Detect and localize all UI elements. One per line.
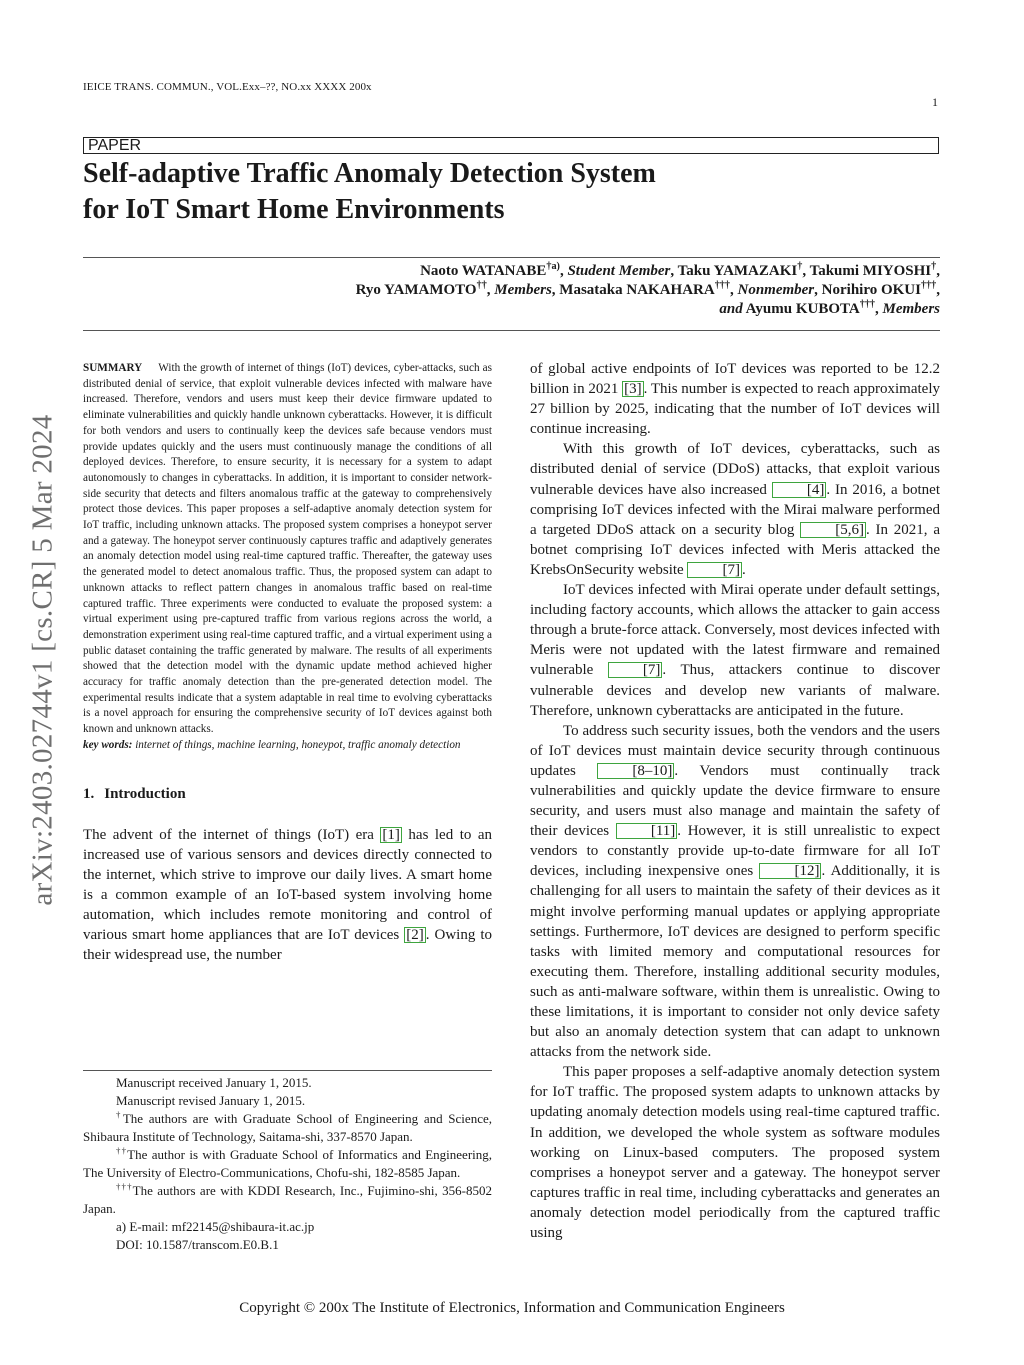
- email-address: mf22145@shibaura-it.ac.jp: [171, 1219, 315, 1234]
- paper-type-box: [83, 137, 939, 154]
- citation-link[interactable]: [3]: [624, 381, 642, 398]
- title-rule: [83, 257, 940, 258]
- footnote-email: a) E-mail: mf22145@shibaura-it.ac.jp: [116, 1219, 315, 1234]
- paper-type-label: PAPER: [88, 137, 142, 154]
- authors-rule: [83, 330, 940, 331]
- keywords: [83, 738, 492, 754]
- citation-link[interactable]: [5,6]: [800, 522, 866, 538]
- intro-paragraph-3: IoT devices infected with Mirai operate under default settings, including factory accounts, which allows the attacker to gain access through a brute-force attack. Conversely, most devices infected with Meris were not updated with the latest firmware and remained vulnerable [7] . Thus, attackers continue to discover vulnerable devices and develop new variants of malware. Therefore, unknown cyberattacks are anticipated in the future.: [530, 582, 940, 719]
- citation-link[interactable]: [12]: [759, 863, 821, 879]
- author-name: Ryo YAMAMOTO: [355, 282, 477, 298]
- author-name: Ayumu KUBOTA: [745, 301, 860, 317]
- citation-link[interactable]: [7]: [608, 662, 663, 678]
- citation-link[interactable]: [7]: [687, 562, 742, 578]
- footnote-rule: [83, 1070, 492, 1071]
- footnote-affiliation-1: †The authors are with Graduate School of Engineering and Science, Shibaura Institute of Technology, Saitama-shi, 337-8570 Japan.: [83, 1109, 492, 1144]
- footnote-affiliation-2: ††The author is with Graduate School of Informatics and Engineering, The University of Electro-Communications, Chofu-shi, 182-8585 Japan.: [83, 1145, 493, 1180]
- intro-paragraph-5: This paper proposes a self-adaptive anomaly detection system for IoT traffic. The proposed system adapts to unknown attacks by updating anomaly detection models using real-time captured traffic. In addition, we developed the whole system as software modules working on Linux-based computers. The proposed system comprises a honeypot server and a gateway. The honeypot server captures traffic in real time, including cyberattacks and generates an anomaly detection model periodically from the captured traffic using: [530, 1064, 940, 1242]
- section-number: 1.: [83, 785, 95, 802]
- right-column: [530, 359, 940, 1243]
- and-word: and: [719, 301, 743, 317]
- section-heading-introduction: [83, 784, 492, 804]
- footnote-revised: Manuscript revised January 1, 2015.: [116, 1093, 306, 1108]
- author-role: Nonmember: [737, 282, 815, 298]
- citation-link[interactable]: [4]: [772, 482, 827, 498]
- intro-paragraph-2: With this growth of IoT devices, cyberattacks, such as distributed denial of service (DDoS) attacks, that exploit various vulnerable devices have also increased [4] . In 2016, a botnet comprising IoT devices infected with the Mirai malware performed a targeted DDoS attack on a security blog [5,6] . In 2021, a botnet comprising IoT devices infected with Meris attacked the KrebsOnSecurity website [7] .: [530, 441, 941, 578]
- author-role: Student Member: [567, 263, 671, 279]
- summary-label: SUMMARY: [83, 362, 143, 374]
- paper-title: [83, 156, 903, 228]
- left-column: [83, 361, 492, 965]
- keywords-label: key words:: [83, 738, 133, 751]
- author-name: Naoto WATANABE: [420, 263, 547, 279]
- author-line-3: and Ayumu KUBOTA†††, Members: [719, 299, 940, 317]
- intro-paragraph-4: To address such security issues, both the vendors and the users of IoT devices must maintain device security through continuous updates [8–10] . Vendors must continually track vulnerabilities and quickly update the device firmware to ensure security, and users must also manage and maintain the safety of their devices [11] . However, it is still unrealistic to expect vendors to constantly provide up-to-date firmware for all IoT devices, including inexpensive ones [12] . Additionally, it is challenging for all users to maintain the safety of their devices as it might involve performing manual updates or applying appropriate settings. Furthermore, IoT devices are designed to perform specific tasks with limited memory and computational resources for executing them. Therefore, installing additional security modules, such as anti-malware software, within them is unrealistic. Owing to these limitations, it is important to consider not only device safety but also an anomaly detection system that can adapt to unknown attacks from the network side.: [530, 722, 941, 1061]
- author-line-2: Ryo YAMAMOTO††, Members, Masataka NAKAHARA†††, Nonmember, Norihiro OKUI†††,: [355, 280, 940, 298]
- title-line-1: Self-adaptive Traffic Anomaly Detection System: [83, 158, 656, 189]
- footnote-received: Manuscript received January 1, 2015.: [116, 1075, 312, 1090]
- footnote-doi: DOI: 10.1587/transcom.E0.B.1: [116, 1237, 279, 1252]
- title-line-2: for IoT Smart Home Environments: [83, 194, 505, 225]
- running-head: IEICE TRANS. COMMUN., VOL.Exx–??, NO.xx XXXX 200x: [83, 81, 372, 93]
- summary-text: With the growth of internet of things (IoT) devices, cyber-attacks, such as distributed denial of service, that exploit vulnerable devices infected with malware have increased. Therefore, vendors and users must keep their device firmware updated to eliminate vulnerabilities and quickly handle unknown cyberattacks. However, it is difficult for both vendors and users to continually keep the devices safe because vendors must provide updates quickly and the users must continuously manage the conditions of all deployed devices. Therefore, to ensure security, it is necessary for a system to adapt autonomously to changes in cyberattacks. In addition, it is important to consider network-side security that detects and filters anomalous traffic at the gateway to comprehensively protect those devices. This paper proposes a self-adaptive anomaly detection system for IoT traffic, including unknown attacks. The proposed system comprises a honeypot server and a gateway. The honeypot server continuously captures traffic and adaptively generates an anomaly detection model using real-time captured traffic. Thereafter, the gateway uses the generated model to detect anomalous traffic. Thus, the proposed system can adapt to unknown attacks to reflect pattern changes in anomalous traffic based on real-time captured traffic. Three experiments were conducted to evaluate the proposed system: a virtual experiment using pre-captured traffic from various regions across the world, a demonstration experiment using real-time captured traffic, and a virtual experiment using a public dataset containing the traffic generated by malware. The results of all experiments showed that the detection model with the dynamic update method achieved higher accuracy for traffic anomaly detection than the pre-generated detection model. The experimental results indicate that a system adaptable in real time to evolving cyberattacks is a novel approach for ensuring the comprehensive security of IoT devices against both known and unknown attacks.: [83, 362, 492, 736]
- author-line-1: Naoto WATANABE$^{\dagger a)}$, Student Member, Taku YAMAZAKI†, Takumi MIYOSHI†,: [420, 261, 940, 279]
- author-block: [80, 262, 940, 319]
- intro-paragraph-1: The advent of the internet of things (IoT) era [1] has led to an increased use of various sensors and devices directly connected to the internet, which strive to improve our daily lives. A smart home is a common example of an IoT-based system involving home automation, which includes remote monitoring and control of various smart home appliances that are IoT devices [2] . Owing to their widespread use, the number: [83, 826, 493, 964]
- citation-link[interactable]: [2]: [406, 927, 424, 944]
- copyright-footer: Copyright © 200x The Institute of Electronics, Information and Communication Engineers: [239, 1300, 785, 1316]
- author-name: Norihiro OKUI: [821, 282, 921, 298]
- citation-link[interactable]: [11]: [616, 823, 677, 839]
- summary-abstract: [83, 361, 492, 738]
- page-number: 1: [932, 95, 938, 109]
- citation-link[interactable]: [1]: [382, 826, 400, 843]
- footnote-affiliation-3: †††The authors are with KDDI Research, Inc., Fujimino-shi, 356-8502 Japan.: [83, 1181, 492, 1216]
- citation-link[interactable]: [8–10]: [597, 763, 674, 779]
- intro-paragraph-1-cont: of global active endpoints of IoT devices was reported to be 12.2 billion in 2021 [3] . This number is expected to reach approximately 27 billion by 2025, indicating that the number of IoT devices will continue increasing.: [530, 361, 940, 438]
- author-name: Taku YAMAZAKI: [677, 263, 798, 279]
- author-role: Members: [494, 282, 552, 298]
- author-role: Members: [882, 301, 940, 317]
- author-name: Takumi MIYOSHI: [809, 263, 932, 279]
- keywords-text: internet of things, machine learning, honeypot, traffic anomaly detection: [135, 738, 461, 751]
- section-title: Introduction: [104, 785, 186, 802]
- footnotes: [83, 1074, 492, 1254]
- author-name: Masataka NAKAHARA: [559, 282, 715, 298]
- arxiv-stamp-text: arXiv:2403.02744v1 [cs.CR] 5 Mar 2024: [26, 414, 59, 906]
- arxiv-stamp: [18, 355, 68, 965]
